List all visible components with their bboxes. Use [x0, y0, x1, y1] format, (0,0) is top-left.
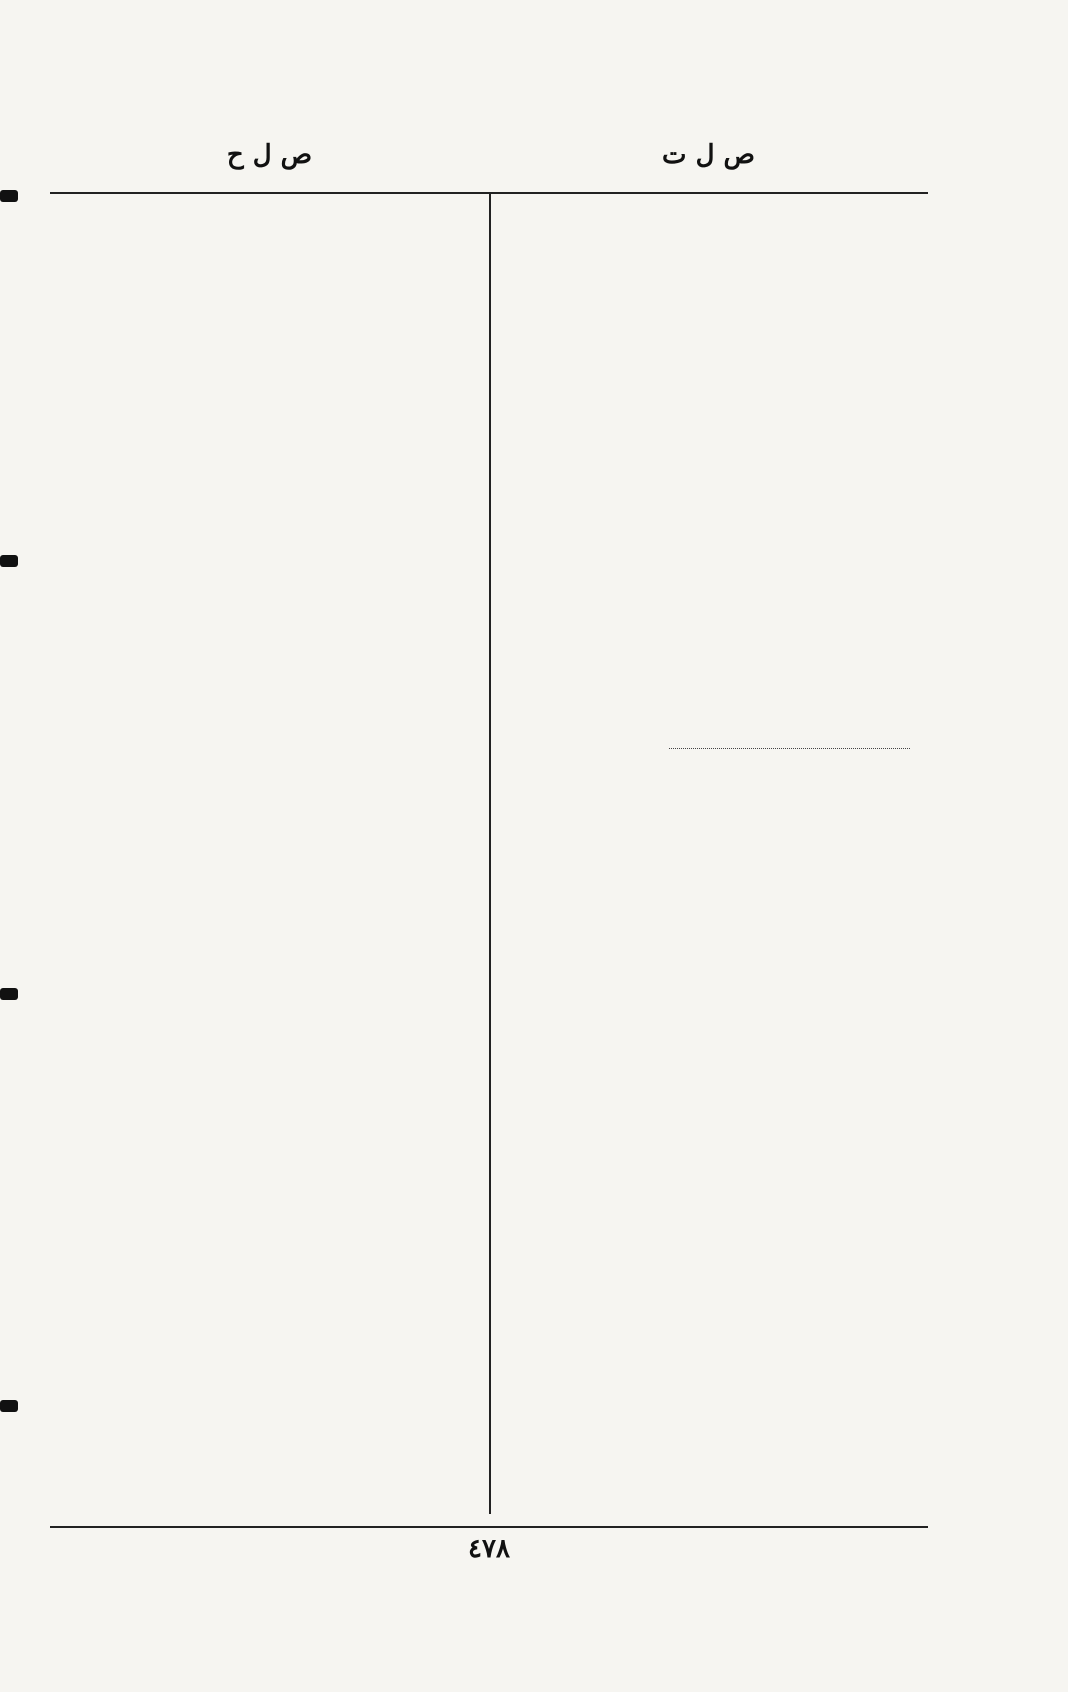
- dictionary-entry: [68, 512, 471, 550]
- dictionary-entry: [509, 512, 910, 550]
- dictionary-entry: [509, 664, 910, 702]
- right-column: [489, 194, 928, 1514]
- footnote: [509, 755, 910, 799]
- right-column-root-heading: ص ل ت: [662, 140, 755, 170]
- dictionary-entry: [509, 588, 910, 626]
- dictionary-entry: [509, 284, 910, 322]
- dictionary-entry: [509, 702, 910, 740]
- dictionary-entry: [68, 740, 471, 778]
- footnote-rule: [669, 748, 910, 749]
- dictionary-entry: [68, 398, 471, 436]
- dictionary-entry: [509, 360, 910, 398]
- dictionary-entry: [509, 208, 910, 246]
- dictionary-entry: [68, 322, 471, 360]
- left-column: [50, 194, 489, 1514]
- dictionary-entry: [68, 702, 471, 740]
- dictionary-entry: [68, 550, 471, 588]
- dictionary-entry: [509, 550, 910, 588]
- dictionary-entry: [509, 398, 910, 436]
- left-column-root-heading: ص ل ح: [226, 140, 313, 170]
- dictionary-page: [50, 140, 928, 1564]
- dictionary-entry: [68, 208, 471, 246]
- margin-mark: [0, 988, 18, 1000]
- dictionary-entry: [68, 360, 471, 398]
- footer-rule: [50, 1526, 928, 1528]
- page-number: ٤٧٨: [468, 1534, 510, 1564]
- margin-mark: [0, 190, 18, 202]
- dictionary-entry: [509, 436, 910, 474]
- dictionary-entry: [68, 778, 471, 816]
- dictionary-entry: [509, 246, 910, 284]
- dictionary-entry: [509, 626, 910, 664]
- dictionary-entry: [68, 474, 471, 512]
- dictionary-entry: [68, 664, 471, 702]
- dictionary-entry: [68, 436, 471, 474]
- page-header: [50, 140, 928, 192]
- dictionary-entry: [68, 626, 471, 664]
- margin-mark: [0, 1400, 18, 1412]
- dictionary-entry: [509, 474, 910, 512]
- dictionary-entry: [68, 284, 471, 322]
- dictionary-entry: [68, 246, 471, 284]
- dictionary-entry: [509, 322, 910, 360]
- margin-mark: [0, 555, 18, 567]
- two-column-body: [50, 194, 928, 1514]
- dictionary-entry: [68, 588, 471, 626]
